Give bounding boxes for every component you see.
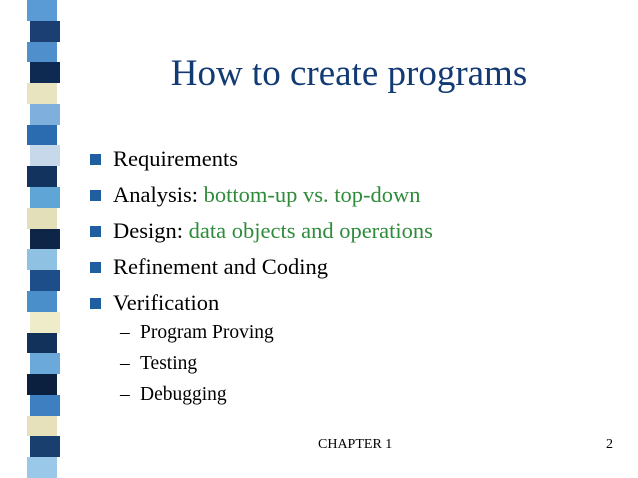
strip-block	[30, 104, 60, 125]
strip-block	[27, 457, 57, 478]
strip-block	[30, 21, 60, 42]
strip-block	[27, 42, 57, 63]
strip-block	[30, 436, 60, 457]
square-bullet-icon	[90, 298, 101, 309]
bullet-label: Refinement and Coding	[113, 254, 328, 279]
sub-bullet-item	[120, 380, 274, 411]
strip-block	[27, 249, 57, 270]
strip-block	[30, 270, 60, 291]
square-bullet-icon	[90, 190, 101, 201]
strip-block	[30, 62, 60, 83]
strip-block	[30, 395, 60, 416]
strip-block	[30, 312, 60, 333]
square-bullet-icon	[90, 154, 101, 165]
strip-block	[27, 125, 57, 146]
slide-title: How to create programs	[170, 53, 528, 94]
sub-bullet-item	[120, 318, 274, 349]
sub-bullet-label: Debugging	[140, 384, 227, 405]
bullet-item	[90, 142, 433, 178]
strip-block	[27, 83, 57, 104]
dash-marker: –	[120, 353, 130, 374]
page-number: 2	[606, 437, 613, 452]
dash-marker: –	[120, 322, 130, 343]
strip-block	[27, 166, 57, 187]
strip-block	[27, 0, 57, 21]
bullet-label: Analysis:	[113, 182, 204, 207]
bullet-list	[90, 142, 433, 322]
strip-block	[30, 229, 60, 250]
strip-block	[27, 291, 57, 312]
decorative-side-strip	[27, 0, 57, 478]
strip-block	[27, 374, 57, 395]
bullet-item	[90, 178, 433, 214]
sub-bullet-item	[120, 349, 274, 380]
bullet-item	[90, 214, 433, 250]
square-bullet-icon	[90, 262, 101, 273]
sub-bullet-label: Program Proving	[140, 322, 274, 343]
dash-marker: –	[120, 384, 130, 405]
strip-block	[27, 333, 57, 354]
strip-block	[27, 208, 57, 229]
bullet-detail: bottom-up vs. top-down	[203, 182, 421, 207]
sub-bullet-label: Testing	[140, 353, 198, 374]
bullet-item	[90, 286, 433, 322]
square-bullet-icon	[90, 226, 101, 237]
strip-block	[30, 145, 60, 166]
bullet-label: Design:	[113, 218, 189, 243]
strip-block	[30, 353, 60, 374]
chapter-footer: CHAPTER 1	[318, 437, 393, 452]
strip-block	[30, 187, 60, 208]
sub-bullet-list	[120, 318, 274, 411]
bullet-item	[90, 250, 433, 286]
bullet-detail: data objects and operations	[188, 218, 433, 243]
bullet-label: Verification	[113, 290, 220, 315]
bullet-label: Requirements	[113, 146, 238, 171]
strip-block	[27, 416, 57, 437]
